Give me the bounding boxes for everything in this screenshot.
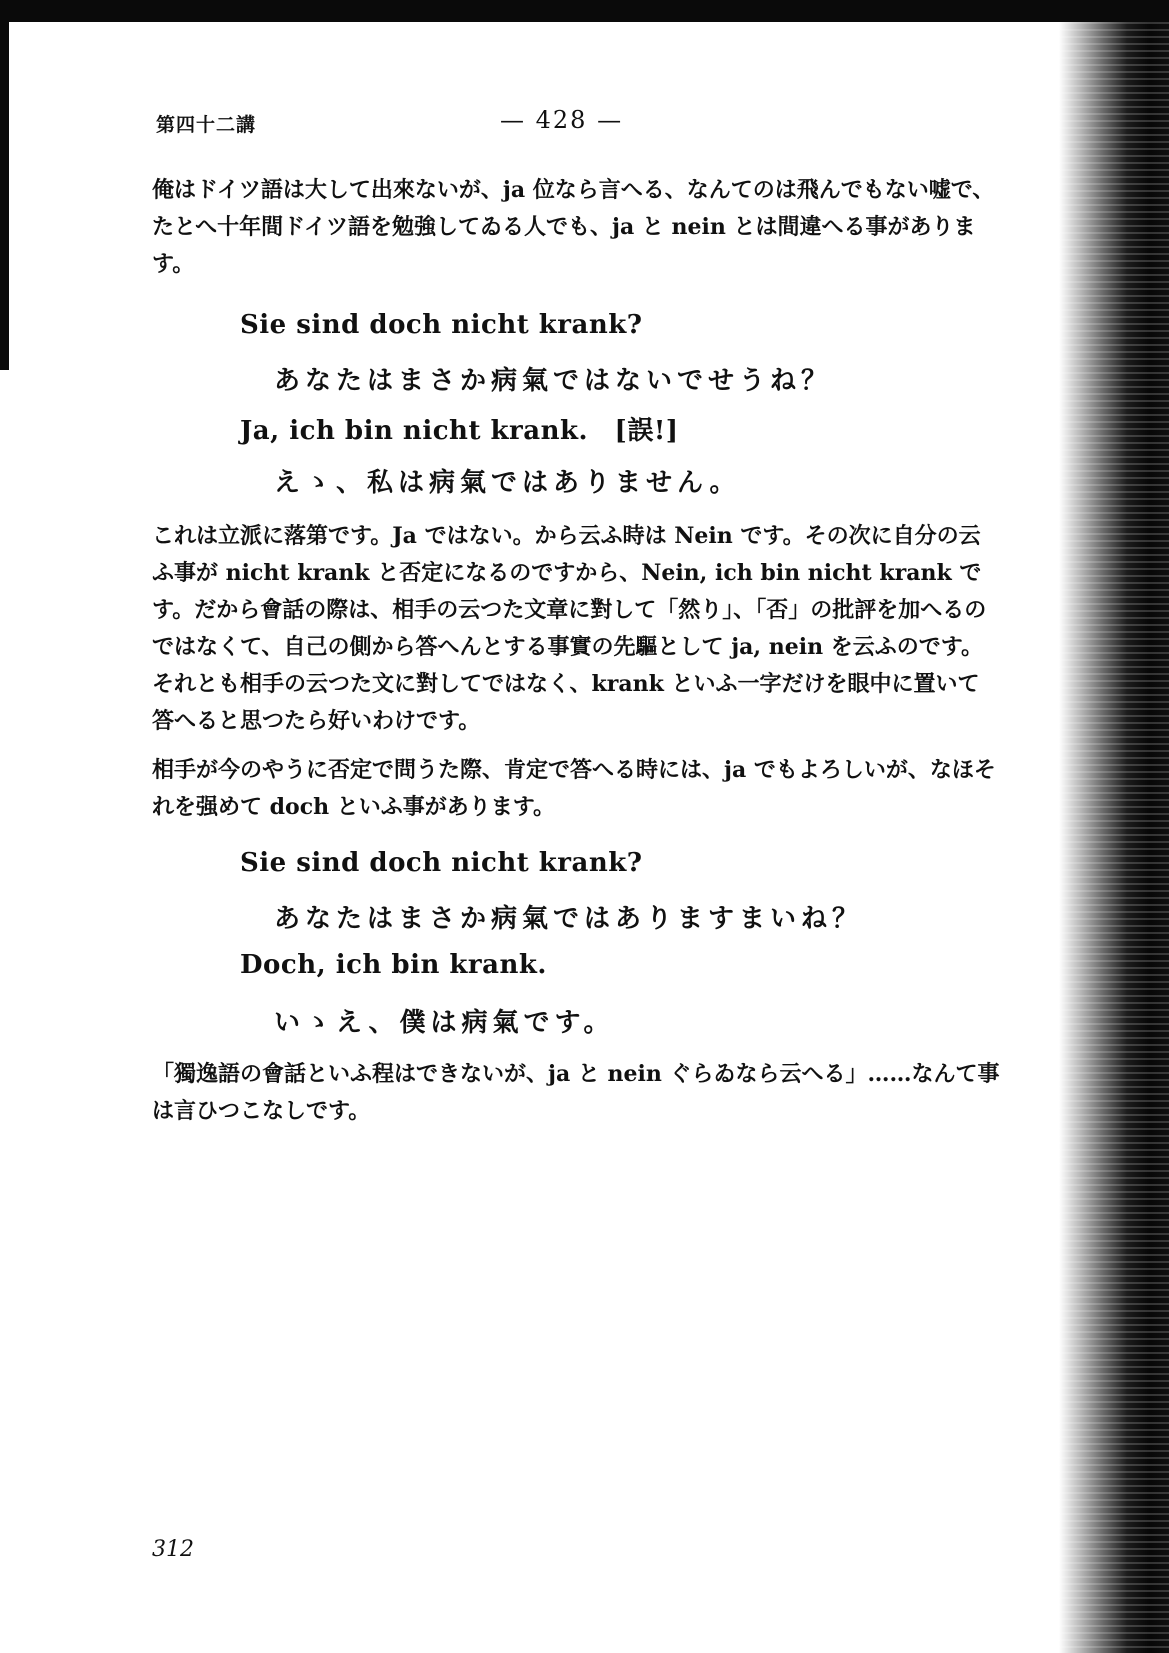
example-1-question-german: Sie sind doch nicht krank?	[240, 310, 643, 340]
example-2-answer-japanese: いゝえ、僕は病氣です。	[274, 1008, 615, 1038]
scan-left-border	[0, 22, 9, 370]
page-number: — 428 —	[500, 106, 624, 134]
paragraph-3: 相手が今のやうに否定で問うた際、肯定で答へる時には、ja でもよろしいが、なほそれを强めて doch といふ事があります。	[152, 757, 996, 820]
scan-right-edge	[1059, 22, 1169, 1653]
paragraph-4: 「獨逸語の會話といふ程はできないが、ja と nein ぐらゐなら云へる」……なんて事は言ひつこなしです。	[152, 1061, 1000, 1124]
example-1-answer-german: Ja, ich bin nicht krank. [誤!]	[240, 416, 679, 446]
folio-number: 312	[152, 1537, 194, 1562]
scan-top-border	[0, 0, 1169, 22]
paragraph-2: これは立派に落第です。Ja ではない。から云ふ時は Nein です。その次に自分の云ふ事が nicht krank と否定になるのですから、Nein, ich bin nicht krank です。だから會話の際は、相手の云つた文章に對して「然り」、「否」の批評を加へるのではなくて、自己の側から答へんとする事實の先驅として ja, nein を云ふのです。それとも相手の云つた文に對してではなく、krank といふ一字だけを眼中に置いて答へると思つたら好いわけです。	[152, 523, 987, 734]
section-heading: 第四十二講	[156, 114, 257, 136]
example-1-question-japanese: あなたはまさか病氣ではないでせうね？	[274, 366, 833, 396]
paragraph-1: 俺はドイツ語は大して出來ないが、ja 位なら言へる、なんてのは飛んでもない嘘で、たとへ十年間ドイツ語を勉強してゐる人でも、ja と nein とは間違へる事があります。	[152, 177, 995, 277]
example-2-question-japanese: あなたはまさか病氣ではありますまいね？	[274, 904, 864, 934]
example-2-answer-german: Doch, ich bin krank.	[240, 950, 547, 980]
example-2-question-german: Sie sind doch nicht krank?	[240, 848, 643, 878]
example-1-answer-japanese: えゝ、私は病氣ではありません。	[274, 468, 741, 498]
